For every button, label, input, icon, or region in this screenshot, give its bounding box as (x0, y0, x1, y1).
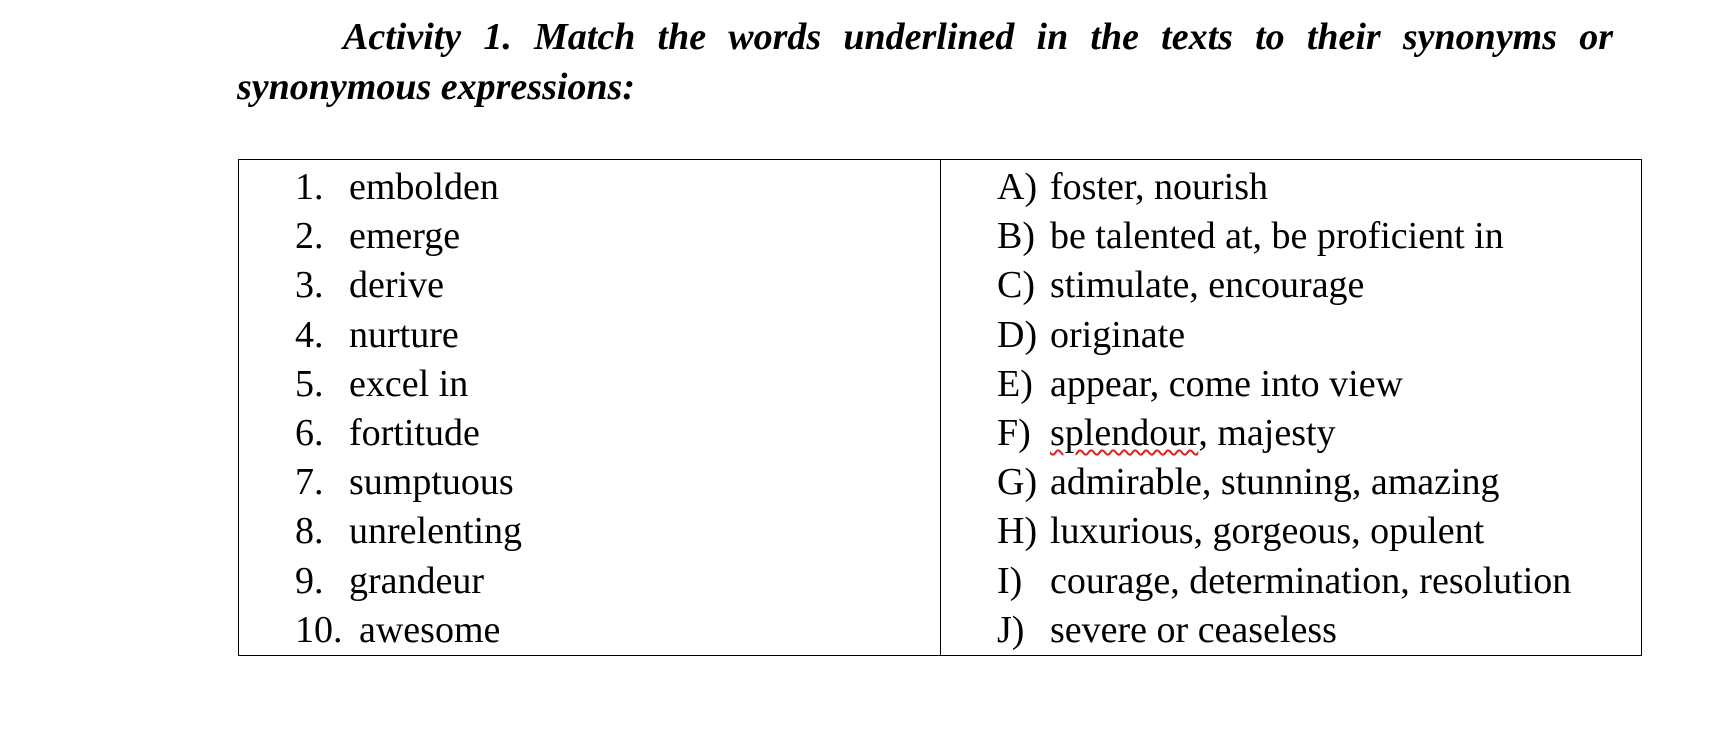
synonym-text-rest: , majesty (1198, 411, 1336, 454)
synonym-item (941, 311, 1641, 360)
word-number: 4. (295, 313, 324, 356)
word-text: grandeur (349, 559, 485, 602)
word-number: 8. (295, 510, 324, 553)
synonym-letter: J) (997, 608, 1025, 651)
word-number: 5. (295, 362, 324, 405)
word-text: fortitude (349, 411, 480, 454)
synonym-text: stimulate, encourage (1050, 264, 1365, 307)
synonym-letter: H) (997, 510, 1038, 553)
synonym-item (941, 212, 1641, 261)
synonym-letter: B) (997, 215, 1035, 258)
word-item (239, 360, 940, 409)
activity-heading: Activity 1. Match the words underlined in the texts to their synonyms or synonymous expressions: (237, 16, 1613, 108)
synonym-text: originate (1050, 313, 1186, 356)
synonyms-column (941, 160, 1641, 655)
word-text: awesome (359, 608, 501, 651)
word-text: unrelenting (349, 510, 523, 553)
word-item (239, 311, 940, 360)
word-item (239, 163, 940, 212)
word-item (239, 458, 940, 507)
spellcheck-flagged-word[interactable]: splendour (1050, 411, 1199, 454)
word-item (239, 261, 940, 310)
word-number: 1. (295, 166, 324, 208)
synonym-letter: I) (997, 559, 1023, 602)
synonym-text: luxurious, gorgeous, opulent (1050, 510, 1485, 553)
synonym-item (941, 261, 1641, 310)
synonym-item (941, 557, 1641, 606)
word-number: 6. (295, 411, 324, 454)
synonym-text: foster, nourish (1050, 166, 1268, 208)
word-number: 3. (295, 264, 324, 307)
synonym-text (1050, 409, 1336, 458)
synonym-item (941, 458, 1641, 507)
synonym-text: severe or ceaseless (1050, 608, 1337, 651)
synonym-text: be talented at, be proficient in (1050, 215, 1504, 258)
word-item (239, 557, 940, 606)
synonym-letter: A) (997, 166, 1038, 208)
word-text: emerge (349, 215, 461, 258)
synonym-letter: G) (997, 461, 1038, 504)
synonym-item (941, 163, 1641, 212)
word-text: derive (349, 264, 444, 307)
word-number: 2. (295, 215, 324, 258)
synonym-letter: C) (997, 264, 1035, 307)
synonym-item (941, 360, 1641, 409)
synonym-item (941, 507, 1641, 556)
word-item (239, 212, 940, 261)
synonym-letter: D) (997, 313, 1038, 356)
synonym-letter: E) (997, 362, 1033, 405)
synonym-letter: F) (997, 411, 1031, 454)
matching-table (238, 159, 1642, 656)
synonym-text: appear, come into view (1050, 362, 1404, 405)
word-item (239, 507, 940, 556)
synonym-item (941, 606, 1641, 655)
synonym-text: courage, determination, resolution (1050, 559, 1572, 602)
words-column (239, 160, 941, 655)
synonym-text: admirable, stunning, amazing (1050, 461, 1500, 504)
word-text: sumptuous (349, 461, 514, 504)
word-item (239, 409, 940, 458)
word-text: excel in (349, 362, 469, 405)
word-item (239, 606, 940, 655)
word-text: nurture (349, 313, 459, 356)
word-number: 9. (295, 559, 324, 602)
word-number: 7. (295, 461, 324, 504)
word-text: embolden (349, 166, 499, 208)
synonym-item (941, 409, 1641, 458)
word-number: 10. (295, 608, 343, 651)
